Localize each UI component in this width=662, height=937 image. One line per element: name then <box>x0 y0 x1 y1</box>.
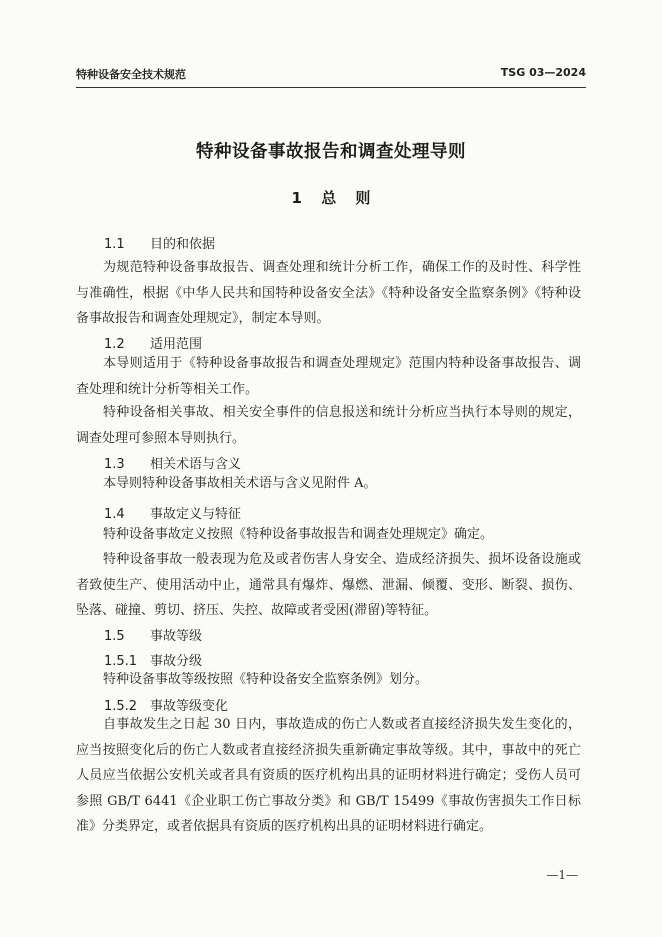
section-heading-1-3 <box>104 453 241 472</box>
section-number: 1.2 <box>104 337 125 352</box>
paragraph-grade-change: 自事故发生之日起 30 日内，事故造成的伤亡人数或者直接经济损失发生变化的，应当按照变化后的伤亡人数或者直接经济损失重新确定事故等级。其中，事故中的死亡人员应当依据公安机关或者具有资质的医疗机构出具的证明材料进行确定；受伤人员可参照 GB/T 6441《企业职工伤亡事故分类》和 GB/T 15499《事故伤害损失工作日标准》分类界定，或者依据具有资质的医疗机构出具的证明材料进行确定。 <box>76 717 581 835</box>
section-heading-1-2 <box>104 333 202 352</box>
section-heading-1-5 <box>104 625 202 644</box>
paragraph-purpose: 为规范特种设备事故报告、调查处理和统计分析工作，确保工作的及时性、科学性与准确性，根据《中华人民共和国特种设备安全法》《特种设备安全监察条例》《特种设备事故报告和调查处理规定》，制定本导则。 <box>76 260 581 327</box>
section-number: 1.1 <box>104 237 125 252</box>
section-title: 目的和依据 <box>150 237 216 252</box>
header-spec-code: TSG 03—2024 <box>500 66 586 79</box>
section-title: 事故定义与特征 <box>150 507 242 522</box>
header-spec-name: 特种设备安全技术规范 <box>76 68 186 81</box>
paragraph-scope: 本导则适用于《特种设备事故报告和调查处理规定》范围内特种设备事故报告、调查处理和统计分析等相关工作。 <box>76 356 581 397</box>
section-number: 1.5 <box>104 629 125 644</box>
section-number: 1.5.2 <box>104 699 138 714</box>
section-title: 相关术语与含义 <box>150 457 242 472</box>
section-number: 1.4 <box>104 507 125 522</box>
section-title: 事故分级 <box>150 654 203 669</box>
section-number: 1.5.1 <box>104 654 138 669</box>
section-heading-1-1 <box>104 233 215 252</box>
header-rule <box>76 87 586 88</box>
running-header <box>76 66 586 84</box>
section-title: 适用范围 <box>150 337 203 352</box>
paragraph-characteristics: 特种设备事故一般表现为危及或者伤害人身安全、造成经济损失、损坏设备设施或者致使生产、使用活动中止，通常具有爆炸、爆燃、泄漏、倾覆、变形、断裂、损伤、坠落、碰撞、剪切、挤压、失控、故障或者受困(滞留)等特征。 <box>76 552 581 619</box>
page-number: —1— <box>546 868 578 882</box>
section-heading-1-4 <box>104 503 241 522</box>
document-title: 特种设备事故报告和调查处理导则 <box>196 142 466 162</box>
section-number: 1.3 <box>104 457 125 472</box>
section-title: 事故等级 <box>150 629 203 644</box>
paragraph-classification: 特种设备事故等级按照《特种设备安全监察条例》划分。 <box>103 672 429 687</box>
section-title: 事故等级变化 <box>150 699 229 714</box>
paragraph-scope-2: 特种设备相关事故、相关安全事件的信息报送和统计分析应当执行本导则的规定，调查处理可参照本导则执行。 <box>76 405 581 446</box>
paragraph-definition: 特种设备事故定义按照《特种设备事故报告和调查处理规定》确定。 <box>103 527 494 542</box>
chapter-heading: 1 总 则 <box>291 189 371 207</box>
paragraph-terms: 本导则特种设备事故相关术语与含义见附件 A。 <box>103 476 377 491</box>
